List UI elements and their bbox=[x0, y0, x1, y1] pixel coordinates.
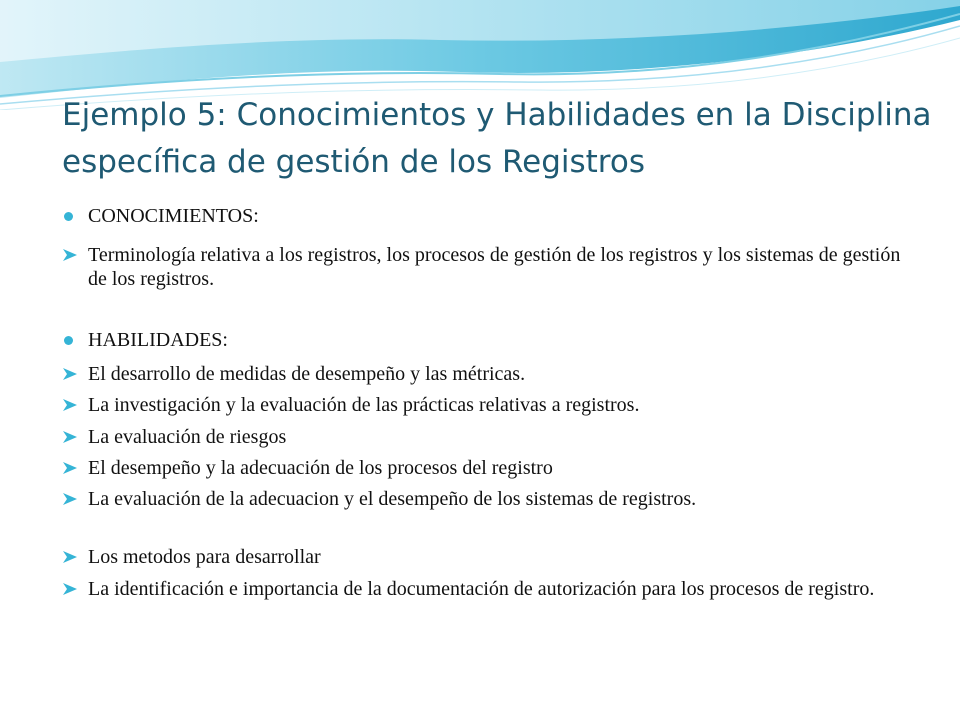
slide-title: Ejemplo 5: Conocimientos y Habilidades en la Disciplina específica de gestión de los Registros bbox=[62, 97, 932, 180]
arrow-bullet-icon bbox=[62, 248, 78, 262]
circle-bullet-icon bbox=[64, 336, 73, 345]
list-item-text: Los metodos para desarrollar bbox=[88, 546, 321, 568]
list-item-text: Terminología relativa a los registros, los procesos de gestión de los registros y los sistemas de gestión de los registros. bbox=[88, 244, 901, 290]
list-item-text: La identificación e importancia de la documentación de autorización para los procesos de registro. bbox=[88, 578, 875, 600]
arrow-bullet-icon bbox=[62, 582, 78, 596]
arrow-bullet-icon bbox=[62, 367, 78, 381]
list-item-text: La evaluación de riesgos bbox=[88, 426, 287, 448]
circle-bullet-icon bbox=[64, 212, 73, 221]
list-item-text: HABILIDADES: bbox=[88, 329, 228, 351]
list-item-text: El desempeño y la adecuación de los procesos del registro bbox=[88, 457, 553, 479]
list-item-text: La evaluación de la adecuacion y el desempeño de los sistemas de registros. bbox=[88, 488, 697, 510]
arrow-bullet-icon bbox=[62, 492, 78, 506]
list-item-text: La investigación y la evaluación de las prácticas relativas a registros. bbox=[88, 394, 640, 416]
arrow-bullet-icon bbox=[62, 430, 78, 444]
arrow-bullet-icon bbox=[62, 398, 78, 412]
arrow-bullet-icon bbox=[62, 461, 78, 475]
arrow-bullet-icon bbox=[62, 550, 78, 564]
list-item-text: CONOCIMIENTOS: bbox=[88, 205, 259, 227]
list-item-text: El desarrollo de medidas de desempeño y las métricas. bbox=[88, 363, 526, 385]
